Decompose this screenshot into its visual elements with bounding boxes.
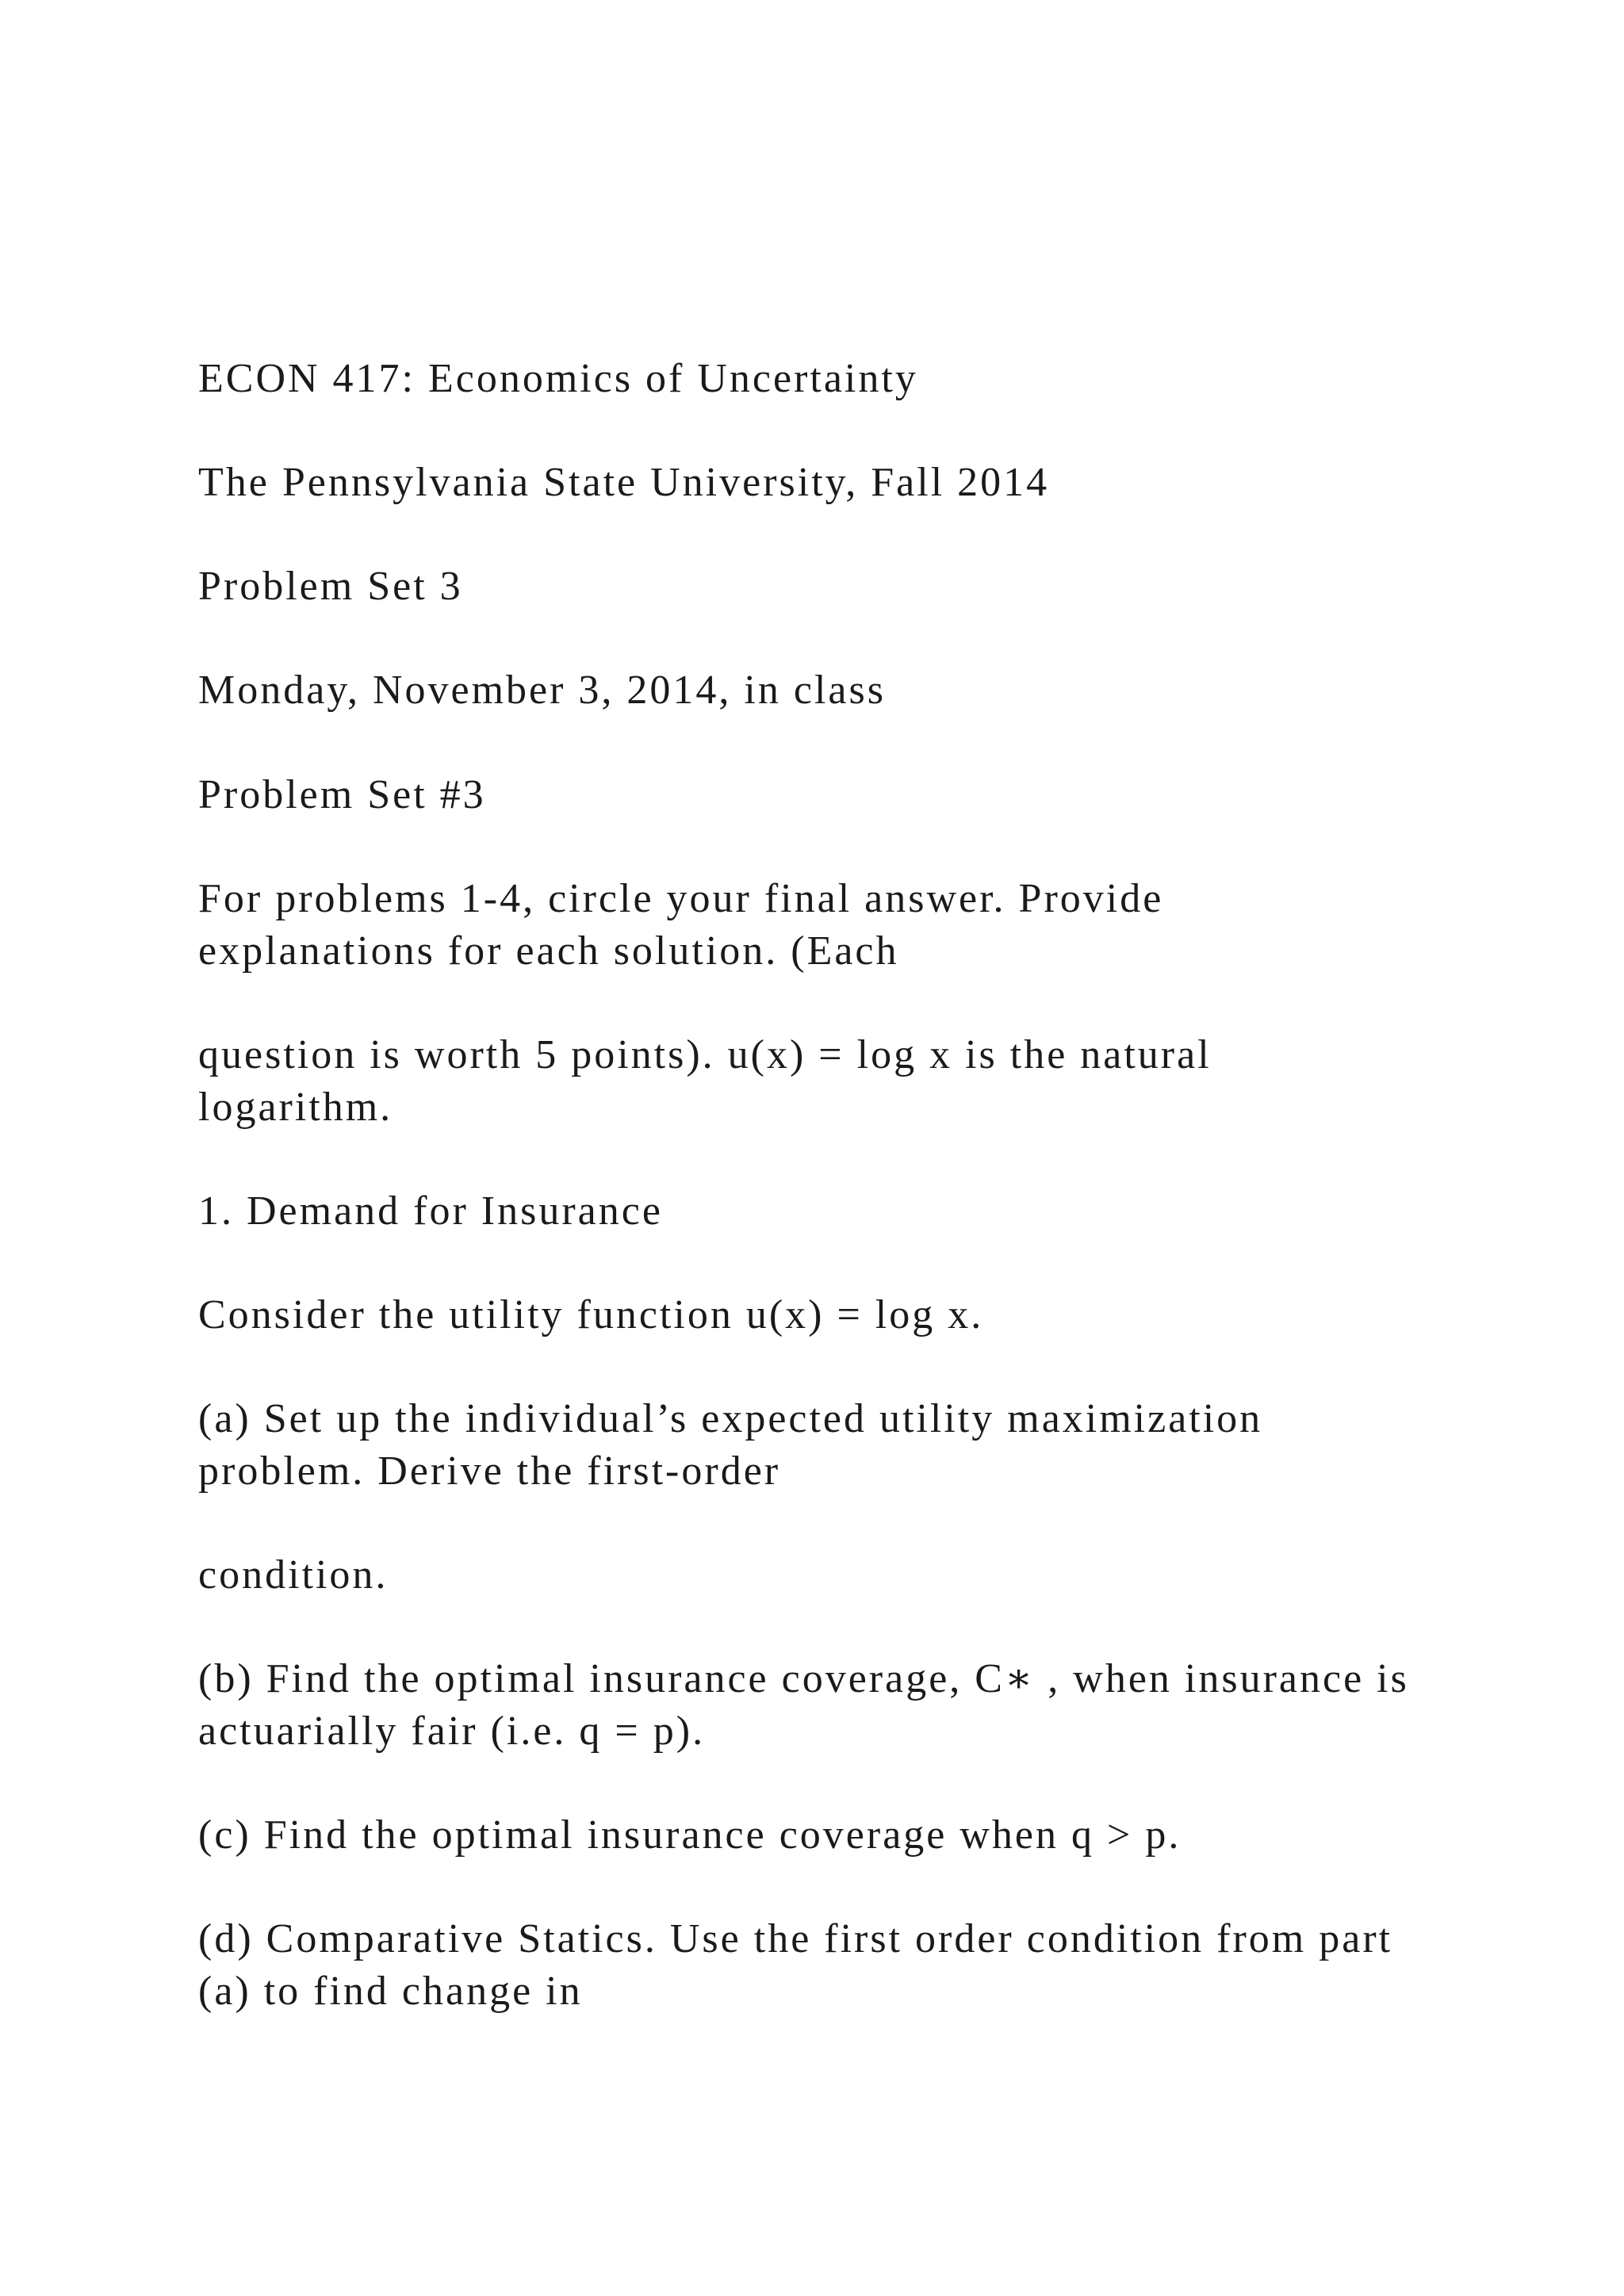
due-date-line: Monday, November 3, 2014, in class [198,668,886,713]
instructions-paragraph-1: For problems 1-4, circle your final answer. Provide explanations for each solution. (Each [198,876,1164,974]
problem-1-part-a: (a) Set up the individual’s expected utility maximization problem. Derive the first-order [198,1396,1263,1494]
problem-set-title: Problem Set 3 [198,564,463,609]
problem-1-part-d: (d) Comparative Statics. Use the first order condition from part (a) to find change in [198,1916,1393,2014]
instructions-paragraph-2: question is worth 5 points). u(x) = log x is the natural logarithm. [198,1032,1212,1130]
university-line: The Pennsylvania State University, Fall 2014 [198,460,1050,505]
problem-1-part-a-continued: condition. [198,1552,389,1598]
problem-1-title: 1. Demand for Insurance [198,1188,663,1234]
course-title: ECON 417: Economics of Uncertainty [198,356,918,401]
problem-1-intro: Consider the utility function u(x) = log x. [198,1292,984,1337]
problem-1-part-c: (c) Find the optimal insurance coverage when q > p. [198,1812,1182,1858]
problem-set-number: Problem Set #3 [198,772,486,817]
problem-1-part-b: (b) Find the optimal insurance coverage, C∗ , when insurance is actuarially fair (i.e. q = p). [198,1656,1409,1754]
